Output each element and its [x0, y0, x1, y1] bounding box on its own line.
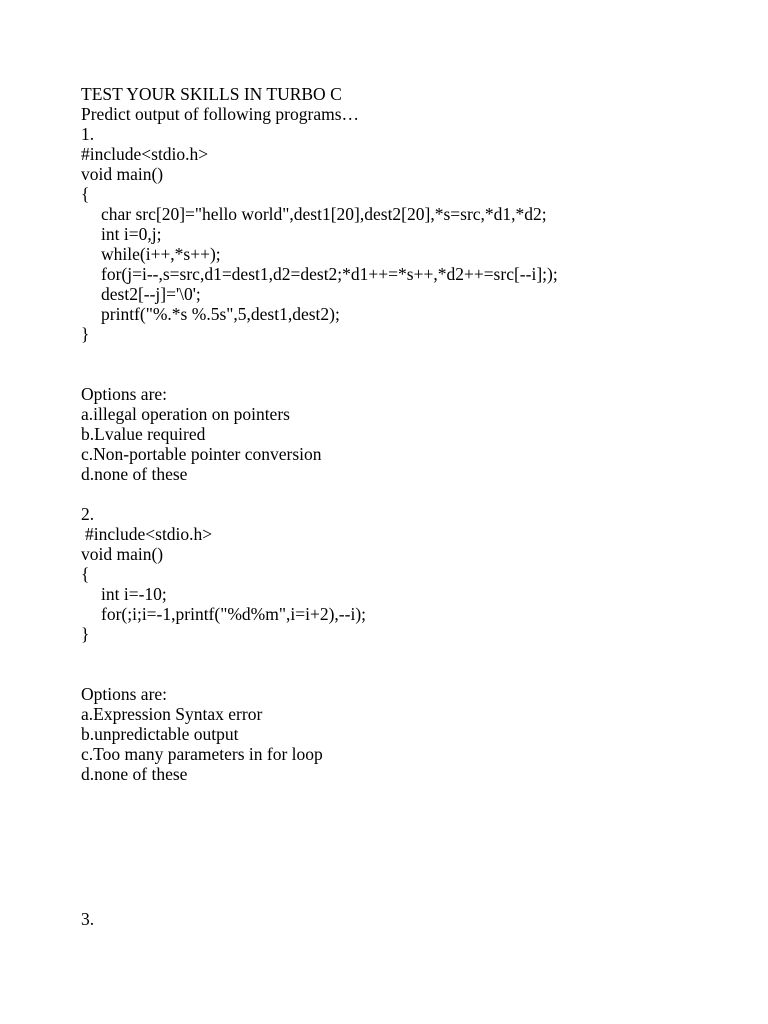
code-line: int i=-10;: [101, 584, 167, 604]
question-1: [81, 124, 748, 484]
question-number: 2.: [81, 504, 95, 524]
code-line: {: [81, 564, 90, 584]
code-line: dest2[--j]='\0';: [101, 284, 201, 304]
code-line: while(i++,*s++);: [101, 244, 221, 264]
code-line: #include<stdio.h>: [85, 524, 213, 544]
code-line: for(j=i--,s=src,d1=dest1,d2=dest2;*d1++=*s++,*d2++=src[--i];);: [101, 264, 558, 284]
code-line: {: [81, 184, 90, 204]
option-item: b.unpredictable output: [81, 724, 239, 744]
option-item: d.none of these: [81, 464, 188, 484]
code-line: char src[20]="hello world",dest1[20],dest2[20],*s=src,*d1,*d2;: [101, 204, 547, 224]
code-line: void main(): [81, 544, 164, 564]
code-line: }: [81, 324, 90, 344]
question-2: [81, 504, 748, 784]
code-line: int i=0,j;: [101, 224, 162, 244]
code-line: #include<stdio.h>: [81, 144, 209, 164]
options-heading: Options are:: [81, 684, 168, 704]
code-line: printf("%.*s %.5s",5,dest1,dest2);: [101, 304, 340, 324]
document-page: [81, 84, 748, 784]
question-3-number: 3.: [81, 909, 95, 929]
option-item: c.Non-portable pointer conversion: [81, 444, 322, 464]
option-item: d.none of these: [81, 764, 188, 784]
code-line: }: [81, 624, 90, 644]
option-item: b.Lvalue required: [81, 424, 206, 444]
document-subtitle: Predict output of following programs…: [81, 104, 360, 124]
options-heading: Options are:: [81, 384, 168, 404]
document-title: TEST YOUR SKILLS IN TURBO C: [81, 84, 342, 104]
code-line: void main(): [81, 164, 164, 184]
code-line: for(;i;i=-1,printf("%d%m",i=i+2),--i);: [101, 604, 367, 624]
option-item: c.Too many parameters in for loop: [81, 744, 323, 764]
option-item: a.Expression Syntax error: [81, 704, 263, 724]
option-item: a.illegal operation on pointers: [81, 404, 290, 424]
question-number: 1.: [81, 124, 95, 144]
